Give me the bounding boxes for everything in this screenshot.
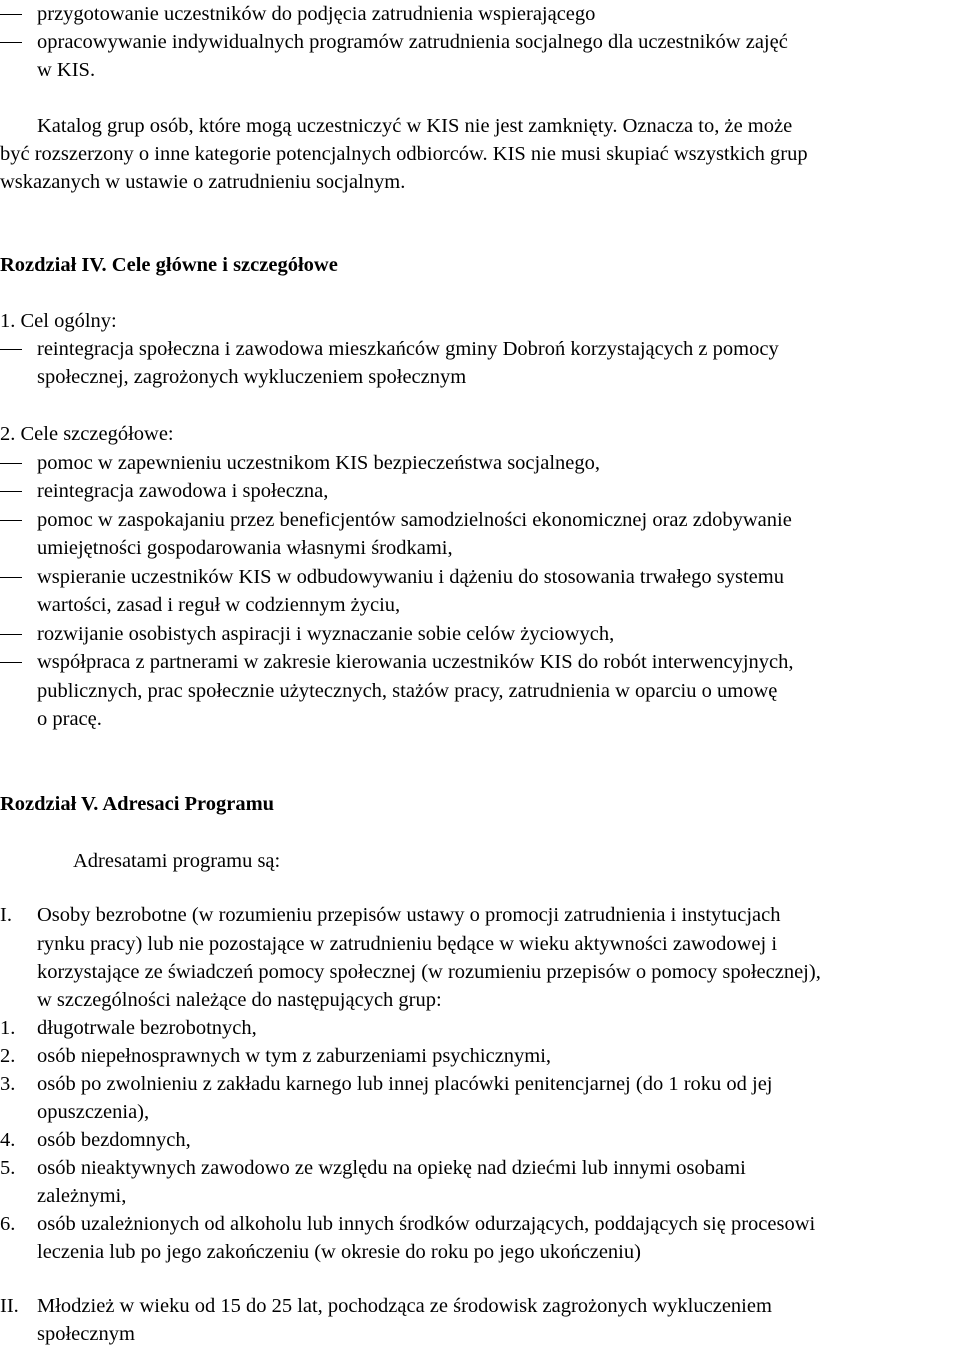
list-number: 6. — [0, 1213, 16, 1235]
dash-bullet-icon — [0, 14, 22, 15]
list-item-text: przygotowanie uczestników do podjęcia zatrudnienia wspierającego — [37, 3, 596, 25]
list-number: 3. — [0, 1073, 16, 1095]
list-item-text: długotrwale bezrobotnych, — [37, 1017, 257, 1039]
list-number: 2. — [0, 1045, 16, 1067]
list-item-text: pomoc w zapewnieniu uczestnikom KIS bezpieczeństwa socjalnego, — [37, 452, 600, 474]
list-item-text: Osoby bezrobotne (w rozumieniu przepisów ustawy o promocji zatrudnienia i instytucjach — [37, 904, 781, 926]
list-item-text: publicznych, prac społecznie użytecznych, stażów pracy, zatrudnienia w oparciu o umowę — [37, 680, 778, 702]
dash-bullet-icon — [0, 634, 22, 635]
list-item-text: społecznej, zagrożonych wykluczeniem społecznym — [37, 366, 467, 388]
list-item-text: zależnymi, — [37, 1185, 127, 1207]
list-item-text: wspieranie uczestników KIS w odbudowywaniu i dążeniu do stosowania trwałego systemu — [37, 566, 784, 588]
list-item-text: społecznym — [37, 1323, 135, 1345]
list-item-text: wartości, zasad i reguł w codziennym życiu, — [37, 594, 401, 616]
list-item-text: reintegracja zawodowa i społeczna, — [37, 480, 329, 502]
dash-bullet-icon — [0, 491, 22, 492]
paragraph-line: być rozszerzony o inne kategorie potencjalnych odbiorców. KIS nie musi skupiać wszystkich grup — [0, 143, 808, 165]
list-item-text: rozwijanie osobistych aspiracji i wyznaczanie sobie celów życiowych, — [37, 623, 615, 645]
list-item-text: osób bezdomnych, — [37, 1129, 191, 1151]
list-item-text: opracowywanie indywidualnych programów zatrudnienia socjalnego dla uczestników zajęć — [37, 31, 788, 53]
list-item-text: korzystające ze świadczeń pomocy społecznej (w rozumieniu przepisów o pomocy społecznej), — [37, 961, 821, 983]
list-item-text: w szczególności należące do następujących grup: — [37, 989, 442, 1011]
list-number: I. — [0, 904, 12, 926]
dash-bullet-icon — [0, 577, 22, 578]
list-item-text: rynku pracy) lub nie pozostające w zatrudnieniu będące w wieku aktywności zawodowej i — [37, 933, 778, 955]
dash-bullet-icon — [0, 42, 22, 43]
dash-bullet-icon — [0, 520, 22, 521]
list-item-text: osób po zwolnieniu z zakładu karnego lub innej placówki penitencjarnej (do 1 roku od jej — [37, 1073, 773, 1095]
list-item-text: osób nieaktywnych zawodowo ze względu na opiekę nad dziećmi lub innymi osobami — [37, 1157, 746, 1179]
list-item-text: leczenia lub po jego zakończeniu (w okresie do roku po jego ukończeniu) — [37, 1241, 641, 1263]
list-number: 5. — [0, 1157, 16, 1179]
paragraph-line: wskazanych w ustawie o zatrudnieniu socjalnym. — [0, 171, 406, 193]
list-item-text: umiejętności gospodarowania własnymi środkami, — [37, 537, 453, 559]
list-number: II. — [0, 1295, 19, 1317]
list-item-text: opuszczenia), — [37, 1101, 150, 1123]
section-label: 1. Cel ogólny: — [0, 310, 117, 332]
list-item-text: pomoc w zaspokajaniu przez beneficjentów samodzielności ekonomicznej oraz zdobywanie — [37, 509, 792, 531]
dash-bullet-icon — [0, 349, 22, 350]
list-item-text: reintegracja społeczna i zawodowa mieszkańców gminy Dobroń korzystających z pomocy — [37, 338, 779, 360]
list-item-text: o pracę. — [37, 708, 102, 730]
intro-text: Adresatami programu są: — [73, 850, 281, 872]
section-label: 2. Cele szczegółowe: — [0, 423, 174, 445]
dash-bullet-icon — [0, 662, 22, 663]
list-number: 1. — [0, 1017, 16, 1039]
list-item-text: osób niepełnosprawnych w tym z zaburzeniami psychicznymi, — [37, 1045, 552, 1067]
chapter-heading: Rozdział IV. Cele główne i szczegółowe — [0, 254, 338, 276]
list-number: 4. — [0, 1129, 16, 1151]
list-item-text: Młodzież w wieku od 15 do 25 lat, pochodząca ze środowisk zagrożonych wykluczeniem — [37, 1295, 772, 1317]
list-item-text: współpraca z partnerami w zakresie kierowania uczestników KIS do robót interwencyjnych, — [37, 651, 794, 673]
list-item-text: osób uzależnionych od alkoholu lub innych środków odurzających, poddających się procesowi — [37, 1213, 816, 1235]
paragraph-line: Katalog grup osób, które mogą uczestniczyć w KIS nie jest zamknięty. Oznacza to, że może — [37, 115, 793, 137]
dash-bullet-icon — [0, 463, 22, 464]
list-item-text: w KIS. — [37, 59, 96, 81]
chapter-heading: Rozdział V. Adresaci Programu — [0, 793, 275, 815]
